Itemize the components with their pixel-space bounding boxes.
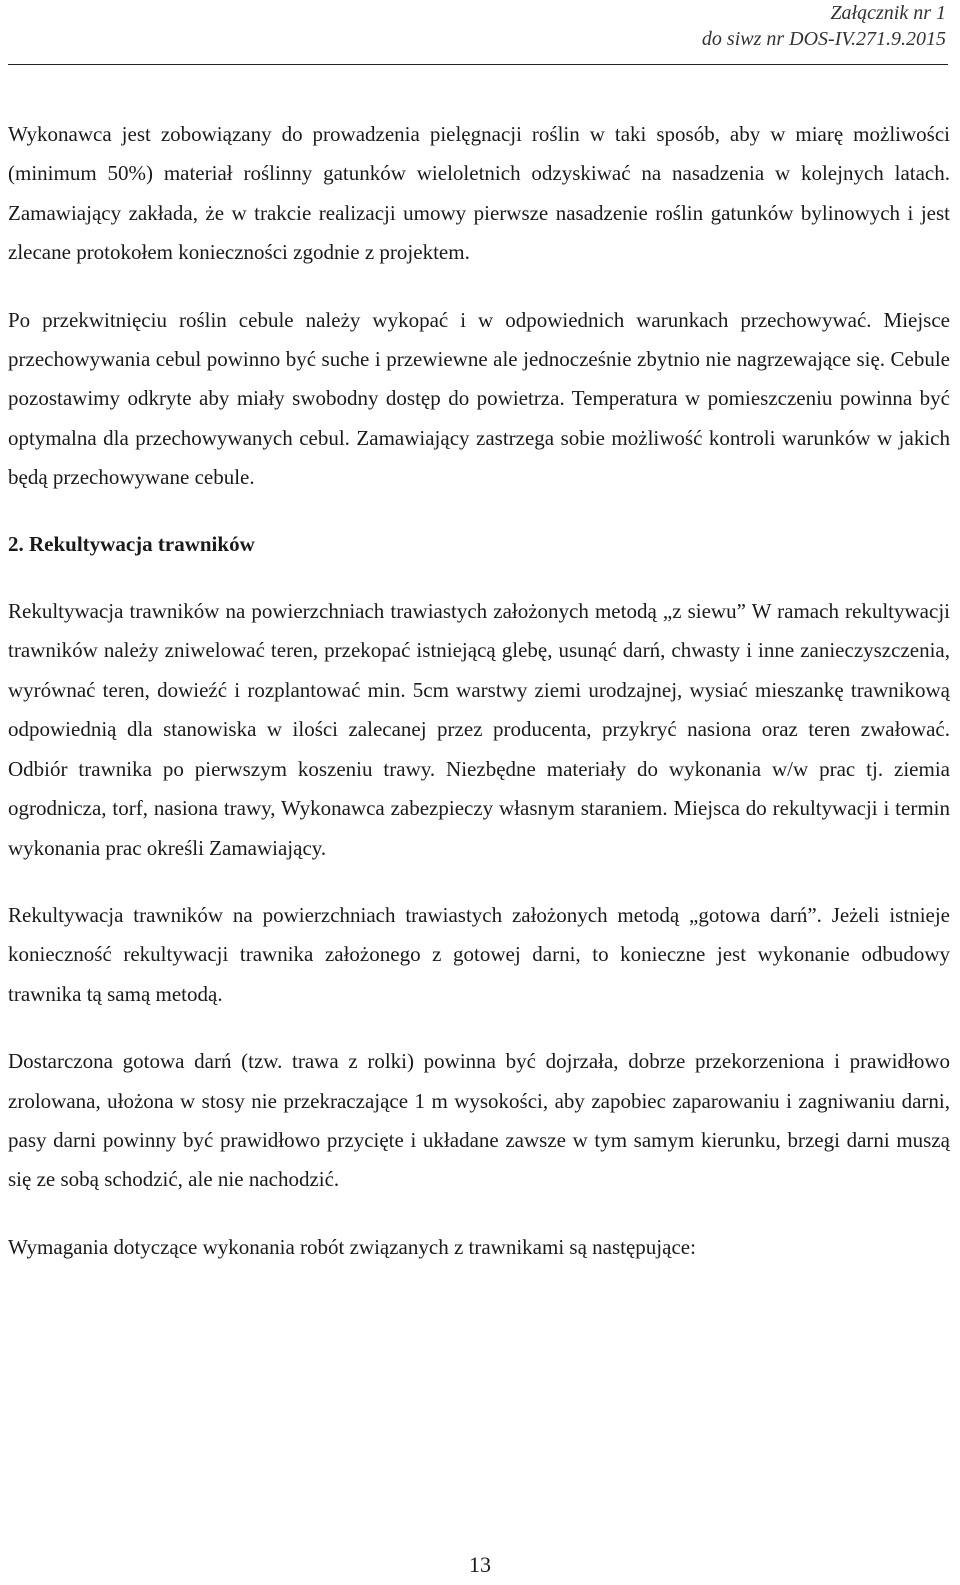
section-heading: 2. Rekultywacja trawników: [8, 531, 255, 556]
header-divider: [8, 64, 948, 65]
paragraph-requirements-intro: Wymagania dotyczące wykonania robót związanych z trawnikami są następujące:: [8, 1234, 696, 1259]
paragraph-lawn-seeding: Rekultywacja trawników na powierzchniach trawiastych założonych metodą „z siewu” W ramach rekultywacji trawników należy zniwelować teren, przekopać istniejącą glebę, usunąć darń, chwasty i inne zanieczyszczenia, wyrównać teren, dowieźć i rozplantować min. 5cm warstwy ziemi urodzajnej, wysiać mieszankę trawnikową odpowiednią dla stanowiska w ilości zalecanej przez producenta, przykryć nasiona oraz teren zwałować. Odbiór trawnika po pierwszym koszeniu trawy. Niezbędne materiały do wykonania w/w prac tj. ziemia ogrodnicza, torf, nasiona trawy, Wykonawca zabezpieczy własnym staraniem. Miejsca do rekultywacji i termin wykonania prac określi Zamawiający.: [8, 599, 950, 860]
siwz-reference: do siwz nr DOS-IV.271.9.2015: [701, 28, 946, 50]
attachment-label: Załącznik nr 1: [830, 2, 946, 24]
page-number: 13: [469, 1552, 491, 1577]
document-body: [8, 115, 950, 1267]
paragraph-bulb-storage: Po przekwitnięciu roślin cebule należy wykopać i w odpowiednich warunkach przechowywać. Miejsce przechowywania cebul powinno być suche i przewiewne ale jednocześnie zbytnio nie nagrzewające się. Cebule pozostawimy odkryte aby miały swobodny dostęp do powietrza. Temperatura w pomieszczeniu powinna być optymalna dla przechowywanych cebul. Zamawiający zastrzega sobie możliwość kontroli warunków w jakich będą przechowywane cebule.: [8, 307, 950, 490]
paragraph-turf-delivery: Dostarczona gotowa darń (tzw. trawa z rolki) powinna być dojrzała, dobrze przekorzeniona i prawidłowo zrolowana, ułożona w stosy nie przekraczające 1 m wysokości, aby zapobiec zaparowaniu i zagniwaniu darni, pasy darni powinny być prawidłowo przycięte i układane zawsze w tym samym kierunku, brzegi darni muszą się ze sobą schodzić, ale nie nachodzić.: [8, 1049, 950, 1192]
paragraph-perennial-care: Wykonawca jest zobowiązany do prowadzenia pielęgnacji roślin w taki sposób, aby w miarę możliwości (minimum 50%) materiał roślinny gatunków wieloletnich odzyskiwać na nasadzenia w kolejnych latach. Zamawiający zakłada, że w trakcie realizacji umowy pierwsze nasadzenie roślin gatunków bylinowych i jest zlecane protokołem konieczności zgodnie z projektem.: [8, 122, 950, 265]
page-header: [702, 0, 946, 52]
paragraph-lawn-turf: Rekultywacja trawników na powierzchniach trawiastych założonych metodą „gotowa darń”. Jeżeli istnieje konieczność rekultywacji trawnika założonego z gotowej darni, to konieczne jest wykonanie odbudowy trawnika tą samą metodą.: [8, 902, 950, 1006]
